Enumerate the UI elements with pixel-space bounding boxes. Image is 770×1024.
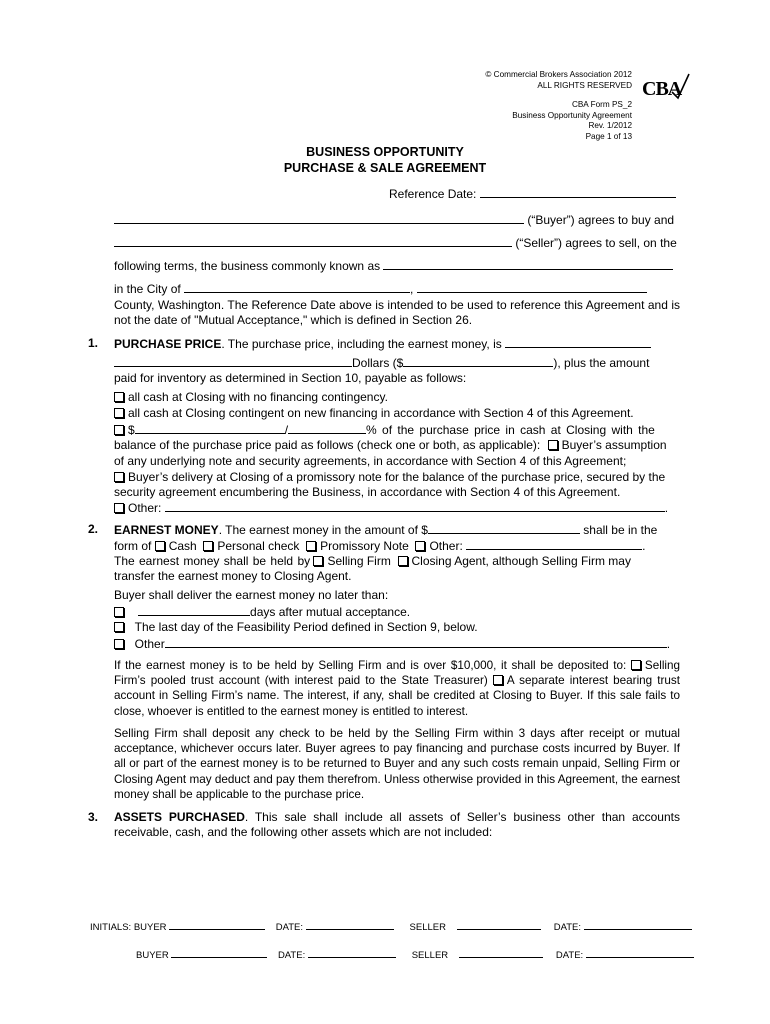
- assumption-line: of any underlying note and security agreements, in accordance with Section 4 of this Agreement;: [114, 454, 627, 468]
- purchase-price-row: [114, 336, 651, 352]
- initials-row-2: [136, 948, 694, 961]
- deliver-other-checkbox[interactable]: [114, 639, 124, 649]
- purchase-price-dollars-row: [114, 355, 649, 371]
- copyright-notice: [485, 70, 632, 91]
- days-after-text: days after mutual acceptance.: [250, 605, 411, 619]
- personal-check-label: Personal check: [217, 539, 300, 553]
- date-label: DATE:: [275, 922, 304, 933]
- date-field[interactable]: [586, 948, 694, 958]
- assets-purchased-text: . This sale shall include all assets of Seller’s business other than accounts receivable, cash, and the following other assets which are not included:: [114, 810, 680, 840]
- initials-seller-field[interactable]: [459, 948, 543, 958]
- closing-agent-checkbox[interactable]: [398, 556, 408, 566]
- down-payment-amount-field[interactable]: [135, 422, 285, 434]
- date-field[interactable]: [584, 920, 692, 930]
- option-financing-row: [114, 406, 634, 421]
- earnest-money-row: [114, 522, 657, 538]
- percent-text: % of the purchase price in cash at Closing with the: [366, 423, 655, 437]
- purchase-price-heading: PURCHASE PRICE: [114, 337, 222, 351]
- form-info: [512, 100, 632, 142]
- section-1-number: 1.: [88, 336, 99, 350]
- transfer-text: transfer the earnest money to Closing Agent.: [114, 569, 352, 583]
- last-day-row: [114, 620, 478, 635]
- selling-firm-label: Selling Firm: [327, 554, 391, 568]
- earnest-other-checkbox[interactable]: [415, 541, 425, 551]
- separate-trust-text: A separate interest bearing trust account in Selling Firm’s name. The interest, if any, shall be credited at Closing to Buyer. If this sale fails to close, whoever is entitled to the earnest money is entitled to interest.: [114, 674, 681, 718]
- section-3-number: 3.: [88, 810, 99, 824]
- date-label: DATE:: [553, 922, 582, 933]
- option-down-payment-row: [114, 422, 655, 438]
- slash: /: [284, 423, 289, 437]
- reference-date-row: [389, 186, 676, 202]
- down-payment-percent-field[interactable]: [288, 422, 366, 434]
- checkmark-icon: [642, 72, 690, 102]
- all-cash-text: all cash at Closing with no financing contingency.: [128, 390, 388, 404]
- period: .: [642, 539, 646, 553]
- deposit-text: If the earnest money is to be held by Selling Firm and is over $10,000, it shall be deposited to:: [114, 659, 627, 672]
- paid-for-inventory-text: paid for inventory as determined in Section 10, payable as follows:: [114, 371, 467, 385]
- initials-seller-field[interactable]: [457, 920, 541, 930]
- assumption-checkbox[interactable]: [548, 440, 558, 450]
- buyer-row: [114, 212, 674, 228]
- deliver-other-row: [114, 636, 670, 652]
- security-agreement-line: security agreement encumbering the Business, in accordance with Section 4 of this Agreement.: [114, 485, 621, 499]
- seller-name-field[interactable]: [114, 235, 512, 247]
- last-day-checkbox[interactable]: [114, 622, 124, 632]
- down-payment-checkbox[interactable]: [114, 425, 124, 435]
- cba-logo: [642, 72, 690, 102]
- days-after-row: [114, 604, 410, 620]
- initials-seller-label: SELLER: [409, 922, 446, 933]
- date-label: DATE:: [277, 950, 306, 961]
- selling-firm-checkbox[interactable]: [313, 556, 323, 566]
- promissory-note-label: Promissory Note: [320, 539, 409, 553]
- copyright-text: © Commercial Brokers Association 2012: [485, 70, 632, 79]
- date-label: DATE:: [555, 950, 584, 961]
- assets-purchased-paragraph: [114, 810, 680, 840]
- pooled-trust-checkbox[interactable]: [631, 660, 641, 670]
- page-number: Page 1 of 13: [585, 131, 632, 141]
- form-id: CBA Form PS_2: [571, 100, 632, 109]
- earnest-money-intro: . The earnest money in the amount of $: [218, 523, 428, 537]
- separate-trust-checkbox[interactable]: [493, 675, 503, 685]
- title-line-1: BUSINESS OPPORTUNITY: [306, 145, 464, 159]
- purchase-price-intro: . The purchase price, including the earnest money, is: [221, 337, 502, 351]
- purchase-price-amount-field[interactable]: [403, 355, 553, 367]
- section-2-number: 2.: [88, 522, 99, 536]
- selling-firm-deposit-paragraph: Selling Firm shall deposit any check to be held by the Selling Firm within 3 days after receipt or mutual acceptance, whichever occurs later. Buyer agrees to pay financing and purchase costs incurred by Buyer. If all or part of the earnest money is to be returned to Buyer and any such costs remain unpaid, Selling Firm or Closing Agent may deduct and pay them therefrom. Unless otherwise provided in this Agreement, the earnest money shall be applicable to the purchase price.: [114, 727, 680, 801]
- promissory-text: Buyer’s delivery at Closing of a promissory note for the balance of the purchase price, secured by the: [128, 470, 666, 484]
- earnest-form-row: [114, 538, 646, 554]
- balance-text: balance of the purchase price paid as follows (check one or both, as applicable):: [114, 438, 541, 452]
- period: .: [664, 501, 669, 515]
- business-name-row: [114, 258, 673, 274]
- date-field[interactable]: [308, 948, 396, 958]
- purchase-price-words-field[interactable]: [114, 355, 352, 367]
- city-comma: ,: [410, 282, 414, 296]
- buyer-text: (“Buyer”) agrees to buy and: [527, 213, 675, 227]
- pooled-trust-text: Selling Firm’s pooled trust account (with interest paid to the State Treasurer): [114, 659, 681, 688]
- personal-check-checkbox[interactable]: [203, 541, 213, 551]
- option-other-row: [114, 500, 668, 516]
- initials-seller-label: SELLER: [411, 950, 449, 961]
- buyer-name-field[interactable]: [114, 212, 524, 224]
- promissory-note-checkbox[interactable]: [306, 541, 316, 551]
- seller-row: [114, 235, 677, 251]
- days-after-checkbox[interactable]: [114, 607, 124, 617]
- seller-text: (“Seller”) agrees to sell, on the: [515, 236, 677, 250]
- other-field[interactable]: [165, 500, 665, 512]
- city-label: in the City of: [114, 282, 181, 296]
- other-label: Other:: [128, 501, 162, 515]
- assumption-text: Buyer’s assumption: [561, 438, 667, 452]
- plus-amount-text: ), plus the amount: [553, 356, 650, 370]
- initials-row-1: [90, 920, 692, 933]
- cash-checkbox[interactable]: [155, 541, 165, 551]
- reference-date-field[interactable]: [480, 186, 676, 198]
- dollars-label: Dollars ($: [352, 356, 404, 370]
- cash-label: Cash: [168, 539, 197, 553]
- cba-logo-text: CBA: [642, 78, 682, 100]
- business-name-field[interactable]: [383, 258, 673, 270]
- deliver-other-field[interactable]: [165, 636, 667, 648]
- earnest-other-field[interactable]: [466, 538, 642, 550]
- city-row: [114, 281, 647, 297]
- assets-purchased-heading: ASSETS PURCHASED: [114, 810, 245, 824]
- period: .: [666, 637, 671, 651]
- last-day-text: The last day of the Feasibility Period defined in Section 9, below.: [134, 620, 478, 634]
- county-field[interactable]: [417, 281, 647, 293]
- deliver-other-label: Other: [134, 637, 165, 651]
- promissory-checkbox[interactable]: [114, 472, 124, 482]
- form-of-label: form of: [114, 539, 152, 553]
- shall-be-text: shall be in the: [583, 523, 658, 537]
- earnest-money-heading: EARNEST MONEY: [114, 523, 219, 537]
- form-name: Business Opportunity Agreement: [512, 110, 632, 120]
- earnest-deposit-paragraph: [114, 658, 680, 719]
- city-field[interactable]: [184, 281, 410, 293]
- earnest-other-label: Other:: [429, 539, 463, 553]
- deliver-text: Buyer shall deliver the earnest money no later than:: [114, 588, 389, 602]
- rights-text: ALL RIGHTS RESERVED: [537, 80, 632, 90]
- closing-agent-label: Closing Agent, although Selling Firm may: [411, 554, 631, 568]
- initials-buyer-label: BUYER: [136, 950, 169, 961]
- purchase-price-field[interactable]: [505, 336, 651, 348]
- held-by-row: [114, 554, 631, 569]
- other-checkbox[interactable]: [114, 503, 124, 513]
- financing-text: all cash at Closing contingent on new financing in accordance with Section 4 of this Agreement.: [128, 406, 634, 420]
- balance-row: [114, 438, 667, 453]
- date-field[interactable]: [306, 920, 394, 930]
- business-name-label: following terms, the business commonly known as: [114, 259, 381, 273]
- days-field[interactable]: [138, 604, 250, 616]
- earnest-money-amount-field[interactable]: [428, 522, 580, 534]
- county-paragraph: County, Washington. The Reference Date above is intended to be used to reference this Agreement and is not the date of "Mutual Acceptance," which is defined in Section 26.: [114, 298, 680, 328]
- initials-buyer-field[interactable]: [171, 948, 267, 958]
- initials-buyer-label: INITIALS: BUYER: [90, 922, 167, 933]
- all-cash-checkbox[interactable]: [114, 392, 124, 402]
- reference-date-label: Reference Date:: [389, 187, 477, 201]
- form-revision: Rev. 1/2012: [588, 121, 632, 130]
- title-line-2: PURCHASE & SALE AGREEMENT: [283, 161, 487, 175]
- option-all-cash-row: [114, 390, 388, 405]
- financing-checkbox[interactable]: [114, 408, 124, 418]
- initials-buyer-field[interactable]: [169, 920, 265, 930]
- promissory-row: [114, 470, 665, 485]
- held-by-text: The earnest money shall be held by: [114, 554, 311, 568]
- dollar-sign: $: [128, 423, 135, 437]
